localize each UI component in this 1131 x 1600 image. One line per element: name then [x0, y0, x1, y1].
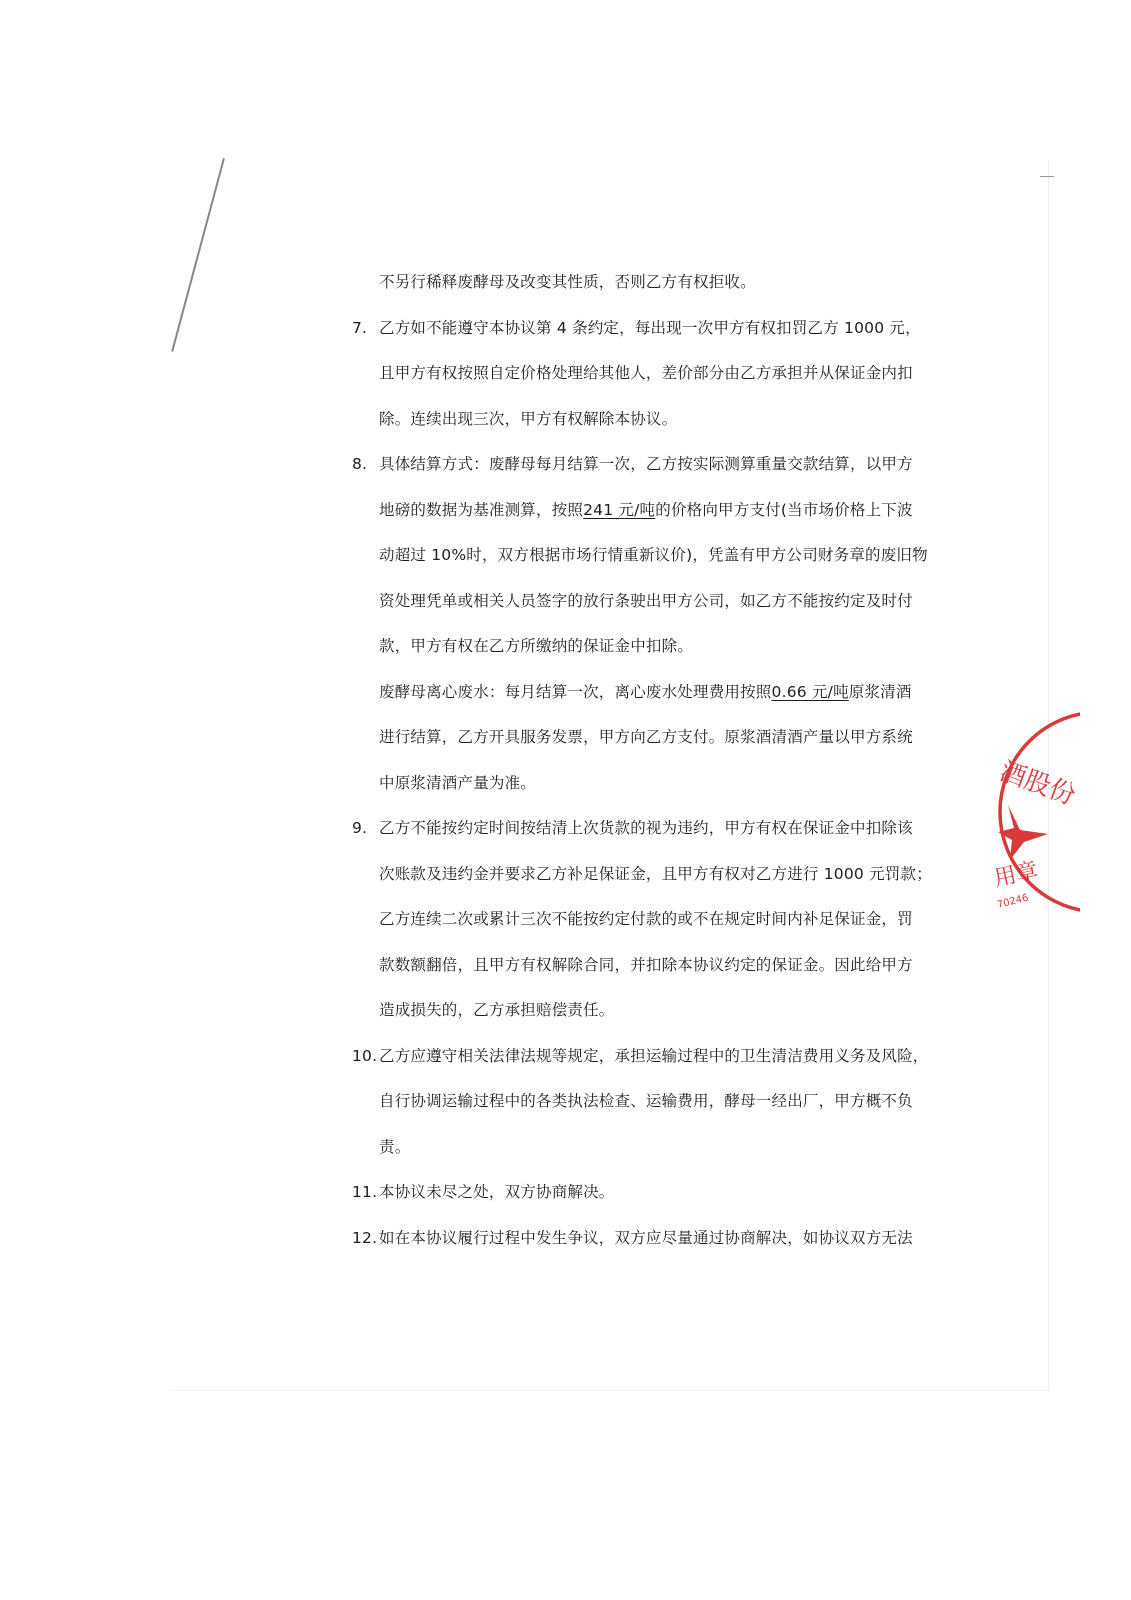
clause-text: 的价格向甲方支付(当市场价格上下波 [655, 500, 913, 519]
clause-text: 资处理凭单或相关人员签字的放行条驶出甲方公司，如乙方不能按约定及时付 [379, 591, 913, 610]
clause-number: 12. [352, 1228, 378, 1247]
clause-text: 且甲方有权按照自定价格处理给其他人，差价部分由乙方承担并从保证金内扣 [379, 364, 913, 382]
clause-text: 款数额翻倍，且甲方有权解除合同，并扣除本协议约定的保证金。因此给甲方 [379, 955, 913, 974]
clause-text: 进行结算，乙方开具服务发票，甲方向乙方支付。原浆酒清酒产量以甲方系统 [379, 728, 913, 746]
clause-text: 乙方不能按约定时间按结清上次货款的视为违约，甲方有权在保证金中扣除该 [379, 819, 913, 837]
document-body [352, 265, 952, 1266]
clause-text: 地磅的数据为基准测算，按照 [379, 500, 584, 519]
clause-text: 责。 [379, 1137, 411, 1156]
clause-9 [352, 811, 952, 1039]
seal-text-bottom: 用章 [992, 858, 1041, 892]
clause-10 [352, 1039, 952, 1176]
clause-text: 动超过 10%时，双方根据市场行情重新议价)，凭盖有甲方公司财务章的废旧物 [379, 546, 928, 564]
seal-serial: 70246 [996, 892, 1030, 911]
clause-text: 乙方连续二次或累计三次不能按约定付款的或不在规定时间内补足保证金，罚 [379, 910, 913, 928]
clause-text: 乙方应遵守相关法律法规等规定，承担运输过程中的卫生清洁费用义务及风险， [379, 1046, 929, 1065]
scan-edge-line [171, 158, 225, 352]
clause-text: 除。连续出现三次，甲方有权解除本协议。 [379, 409, 678, 428]
clause-text: 原浆清酒 [848, 682, 912, 701]
clause-number: 10. [352, 1046, 378, 1065]
clause-12 [352, 1221, 952, 1267]
clause-text: 中原浆清酒产量为准。 [379, 773, 537, 792]
clause-text: 如在本协议履行过程中发生争议，双方应尽量通过协商解决，如协议双方无法 [379, 1228, 913, 1247]
scan-edge-line [170, 1390, 1050, 1391]
clause-number: 7. [352, 318, 368, 337]
clause-number: 8. [352, 455, 368, 473]
seal-text-top: 酒股份 [995, 756, 1080, 812]
clause-text: 款，甲方有权在乙方所缴纳的保证金中扣除。 [379, 637, 694, 655]
clause-text: 乙方如不能遵守本协议第 4 条约定，每出现一次甲方有权扣罚乙方 1000 元， [379, 318, 921, 337]
scan-edge-line [1040, 176, 1054, 177]
wastewater-price: 0.66 元/吨 [771, 682, 849, 701]
clause-number: 9. [352, 819, 368, 837]
clause-text: 次账款及违约金并要求乙方补足保证金，且甲方有权对乙方进行 1000 元罚款； [379, 864, 932, 883]
clause-number: 11. [352, 1183, 378, 1201]
seal-graphic [990, 710, 1080, 925]
clause-text: 造成损失的，乙方承担赔偿责任。 [379, 1001, 615, 1019]
clause-11 [352, 1175, 952, 1221]
company-seal [990, 710, 1080, 925]
clause-text: 具体结算方式：废酵母每月结算一次，乙方按实际测算重量交款结算，以甲方 [379, 455, 913, 473]
price-per-ton: 241 元/吨 [583, 500, 656, 519]
clause-7 [352, 311, 952, 448]
clause-text: 自行协调运输过程中的各类执法检查、运输费用，酵母一经出厂，甲方概不负 [379, 1092, 913, 1110]
clause-8 [352, 447, 952, 811]
seal-star-icon [998, 805, 1048, 860]
clause-text: 废酵母离心废水：每月结算一次，离心废水处理费用按照 [379, 682, 772, 701]
continuation-line: 不另行稀释废酵母及改变其性质，否则乙方有权拒收。 [379, 273, 756, 291]
clause-text: 本协议未尽之处，双方协商解决。 [379, 1183, 615, 1201]
